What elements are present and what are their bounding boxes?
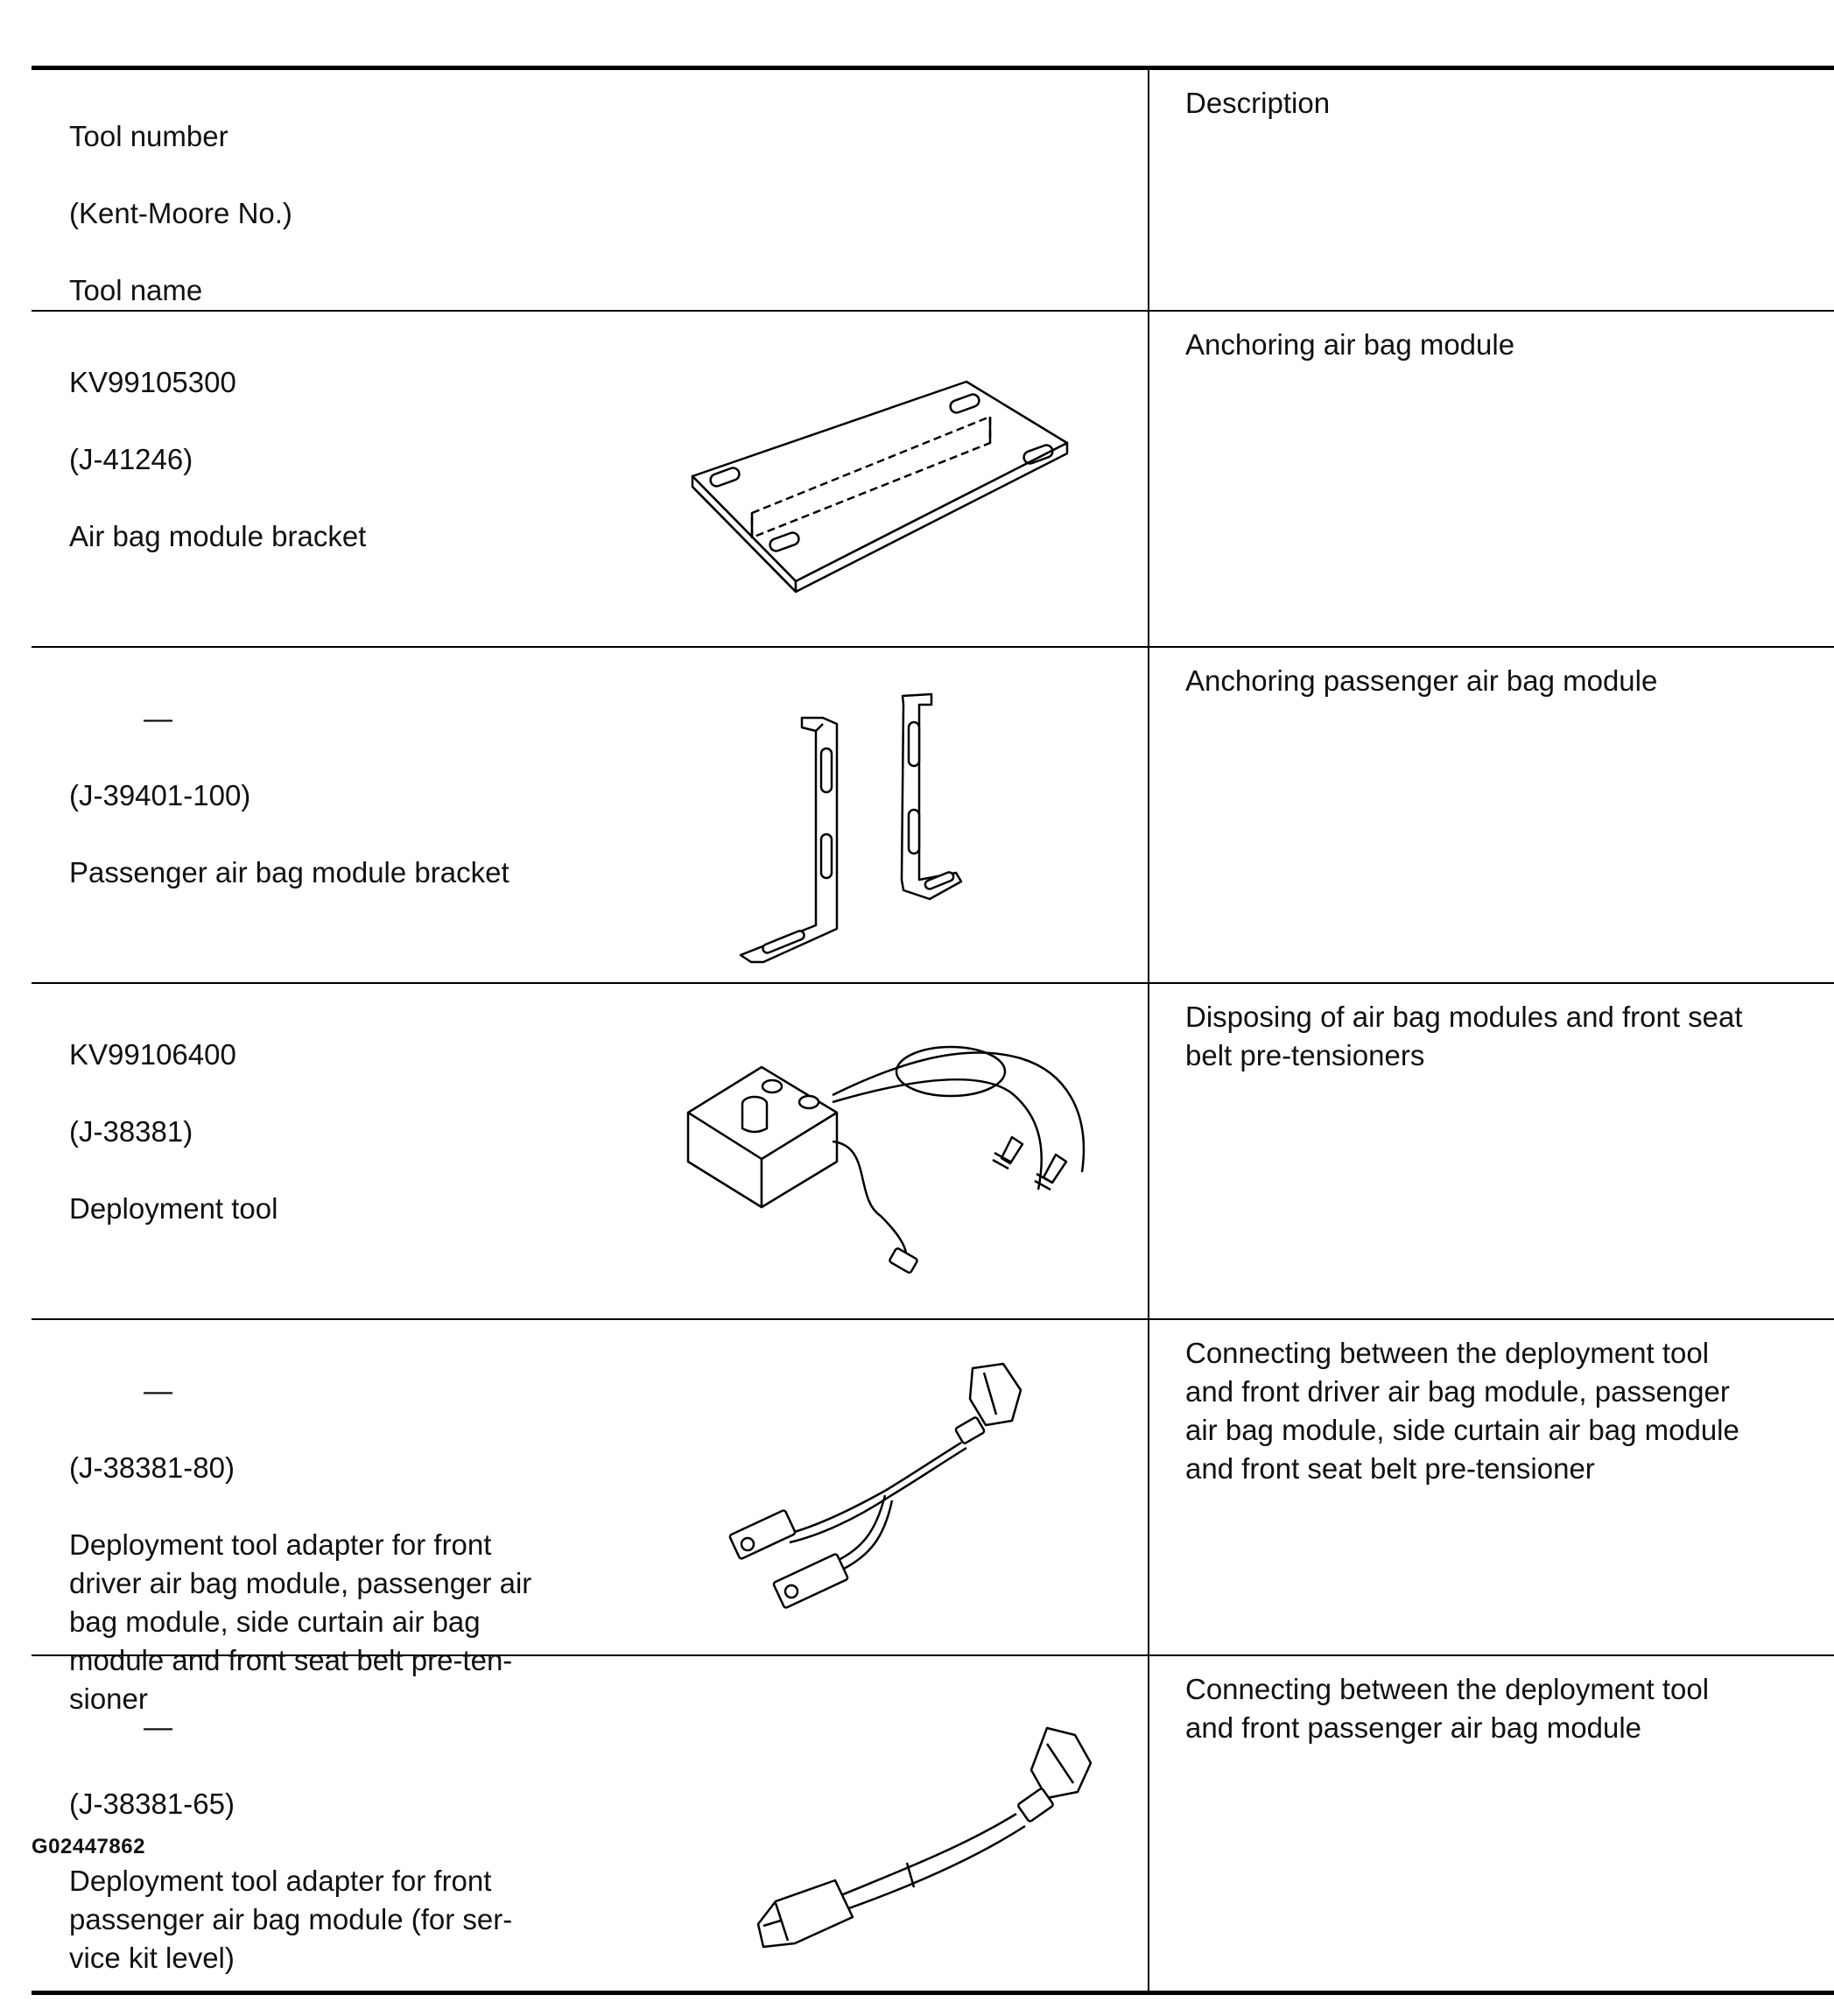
table-header-row bbox=[32, 68, 1834, 312]
description-cell bbox=[1149, 983, 1834, 1319]
description-cell bbox=[1149, 1655, 1834, 1993]
tool-number: KV99105300 bbox=[69, 366, 236, 398]
table-row bbox=[32, 1319, 1834, 1655]
kent-moore-number: (J-41246) bbox=[69, 443, 193, 475]
kent-moore-number: (J-38381) bbox=[69, 1115, 193, 1148]
tool-description: Anchoring passenger air bag module bbox=[1185, 664, 1658, 697]
kent-moore-number: (J-38381-80) bbox=[69, 1451, 235, 1484]
kent-moore-number: (J-39401-100) bbox=[69, 779, 251, 811]
table-row bbox=[32, 1655, 1834, 1993]
header-tool-cell bbox=[32, 68, 1149, 312]
tool-cell bbox=[32, 983, 1149, 1319]
table-row bbox=[32, 983, 1834, 1319]
description-cell bbox=[1149, 1319, 1834, 1655]
tool-description: Connecting between the deployment tool and front passenger air bag module bbox=[1185, 1673, 1710, 1744]
tool-description: Anchoring air bag module bbox=[1185, 328, 1515, 361]
header-kent-moore: (Kent-Moore No.) bbox=[69, 197, 292, 229]
header-tool-number: Tool number bbox=[69, 120, 228, 152]
tool-cell bbox=[32, 1655, 1149, 1993]
tool-description: Disposing of air bag modules and front seat belt pre-tensioners bbox=[1185, 1001, 1743, 1071]
tool-number: — bbox=[144, 1710, 172, 1743]
special-service-tools-table bbox=[32, 66, 1834, 1995]
tool-name: Air bag module bracket bbox=[69, 520, 367, 552]
tool-name: Deployment tool adapter for front driver air bag module, passenger air bag module, side curtain air bag module and front seat belt pre-ten- sioner bbox=[69, 1528, 532, 1715]
adapter-harness-illustration bbox=[732, 1717, 1126, 1971]
figure-code: G02447862 bbox=[32, 1835, 145, 1858]
tool-name: Deployment tool adapter for front passenger air bag module (for ser- vice kit level) bbox=[69, 1865, 513, 1974]
description-cell bbox=[1149, 647, 1834, 983]
header-description-cell bbox=[1149, 68, 1834, 312]
kent-moore-number: (J-38381-65) bbox=[69, 1788, 235, 1820]
tool-cell bbox=[32, 647, 1149, 983]
table-row bbox=[32, 647, 1834, 983]
tool-number: — bbox=[144, 702, 172, 734]
y-adapter-harness-illustration bbox=[723, 1338, 1073, 1635]
passenger-air-bag-module-bracket-illustration bbox=[732, 670, 1021, 967]
header-tool-name: Tool name bbox=[69, 274, 203, 306]
table-row bbox=[32, 311, 1834, 647]
tool-number: — bbox=[144, 1374, 172, 1407]
description-cell bbox=[1149, 311, 1834, 647]
tool-name: Deployment tool bbox=[69, 1192, 278, 1225]
deployment-tool-illustration bbox=[644, 1032, 1135, 1295]
air-bag-module-bracket-illustration bbox=[657, 347, 1113, 609]
tool-cell bbox=[32, 311, 1149, 647]
tool-cell bbox=[32, 1319, 1149, 1715]
tool-name: Passenger air bag module bracket bbox=[69, 856, 509, 889]
header-description: Description bbox=[1185, 87, 1331, 119]
tool-number: KV99106400 bbox=[69, 1038, 236, 1071]
tool-description: Connecting between the deployment tool and front driver air bag module, passenger air bag module, side curtain air bag module and front seat belt pre-tensioner bbox=[1185, 1337, 1739, 1485]
